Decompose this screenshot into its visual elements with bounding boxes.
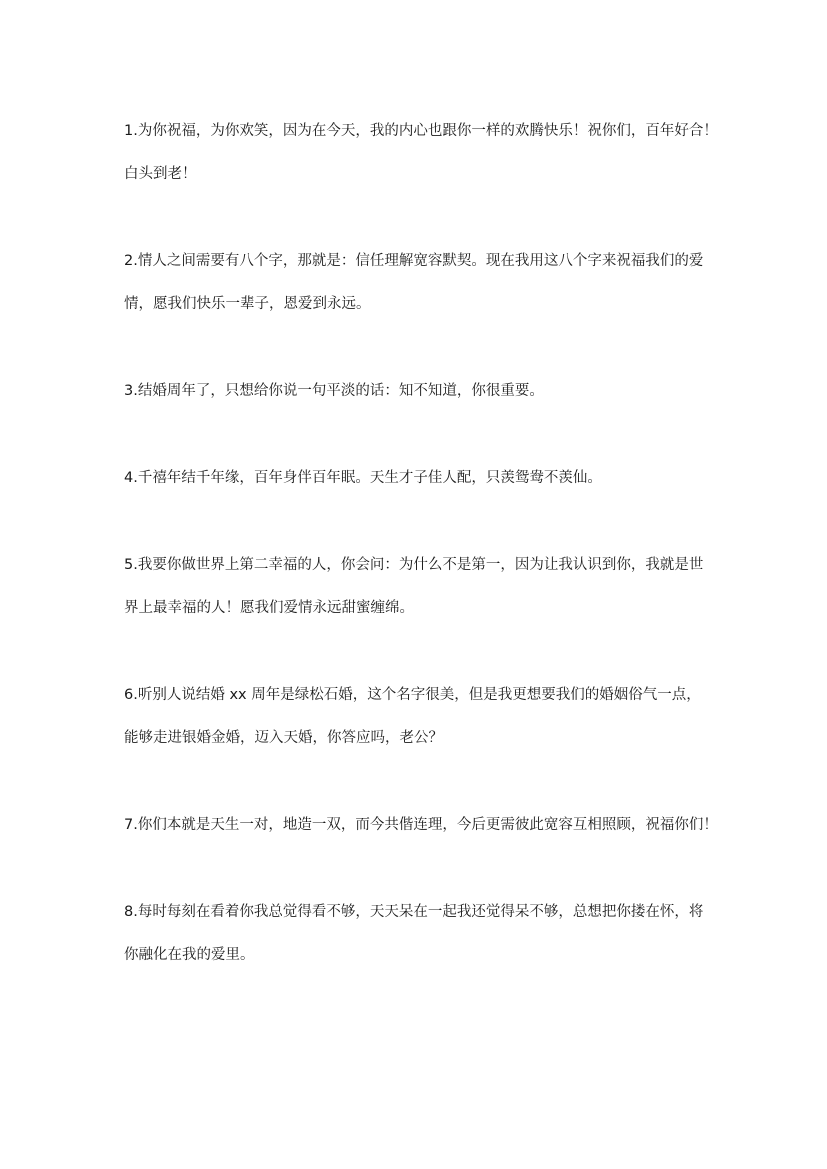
wish-5-line-1: 5.我要你做世界上第二幸福的人，你会问：为什么不是第一，因为让我认识到你，我就是世 [124,557,704,573]
wish-paragraph-5 [124,544,714,630]
wish-list [124,110,718,1021]
wish-paragraph-4 [124,457,714,500]
wish-paragraph-6 [124,674,714,760]
wish-2-line-1: 2.情人之间需要有八个字，那就是：信任理解宽容默契。现在我用这八个字来祝福我们的爱 [124,253,704,269]
wish-4-line-1: 4.千禧年结千年缘，百年身伴百年眠。天生才子佳人配，只羡鸳鸯不羡仙。 [124,470,602,486]
wish-6-line-2: 能够走进银婚金婚，迈入天婚，你答应吗，老公？ [124,730,443,746]
wish-8-line-1: 8.每时每刻在看着你我总觉得看不够，天天呆在一起我还觉得呆不够，总想把你搂在怀，将 [124,904,704,920]
wish-paragraph-1 [124,110,718,196]
wish-paragraph-3 [124,370,714,413]
wish-7-line-1: 7.你们本就是天生一对，地造一双，而今共偕连理，今后更需彼此宽容互相照顾，祝福你们！ [124,817,718,833]
wish-1-line-1: 1.为你祝福，为你欢笑，因为在今天，我的内心也跟你一样的欢腾快乐！祝你们，百年好合！ [124,123,718,139]
wish-paragraph-7 [124,804,718,847]
wish-1-line-2: 白头到老！ [124,166,197,182]
wish-5-line-2: 界上最幸福的人！愿我们爱情永远甜蜜缠绵。 [124,600,414,616]
wish-8-line-2: 你融化在我的爱里。 [124,947,255,963]
wish-2-line-2: 情，愿我们快乐一辈子，恩爱到永远。 [124,296,371,312]
wish-paragraph-2 [124,240,714,326]
wish-3-line-1: 3.结婚周年了，只想给你说一句平淡的话：知不知道，你很重要。 [124,383,544,399]
wish-6-line-1: 6.听别人说结婚 xx 周年是绿松石婚，这个名字很美，但是我更想要我们的婚姻俗气一点， [124,687,701,703]
wish-paragraph-8 [124,891,714,977]
